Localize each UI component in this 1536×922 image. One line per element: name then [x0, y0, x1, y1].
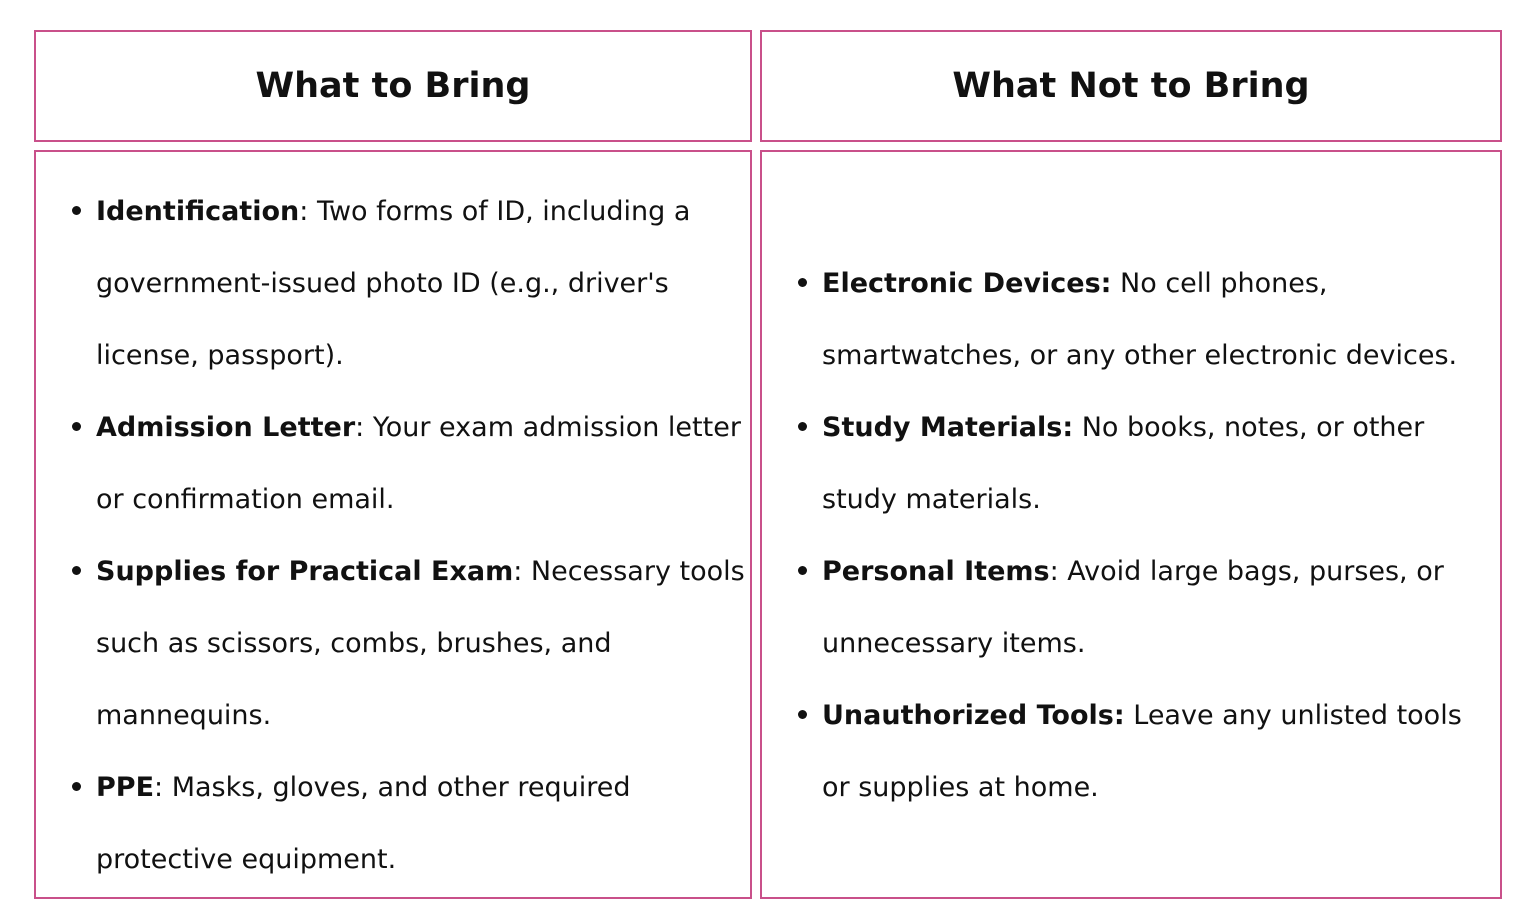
- list-item: [96, 536, 746, 752]
- item-term: Electronic Devices:: [822, 268, 1112, 299]
- list-item: [96, 392, 746, 536]
- bullet-icon: [798, 278, 807, 287]
- what-not-to-bring-list: [822, 248, 1494, 824]
- item-term: PPE: [96, 772, 155, 803]
- what-not-to-bring-header: [760, 30, 1502, 142]
- bullet-icon: [72, 566, 81, 575]
- item-separator: :: [299, 196, 317, 227]
- item-text: No books, notes, or other study materials.: [822, 412, 1425, 515]
- bullet-icon: [72, 206, 81, 215]
- list-item: [96, 176, 746, 392]
- item-text: Avoid large bags, purses, or unnecessary items.: [822, 556, 1444, 659]
- list-item: [822, 680, 1494, 824]
- what-to-bring-list: [96, 176, 746, 896]
- item-separator: :: [513, 556, 531, 587]
- item-text: Your exam admission letter or confirmation email.: [96, 412, 741, 515]
- item-term: Personal Items: [822, 556, 1050, 587]
- item-text: Necessary tools such as scissors, combs, brushes, and mannequins.: [96, 556, 745, 731]
- item-term: Supplies for Practical Exam: [96, 556, 514, 587]
- what-not-to-bring-title: What Not to Bring: [952, 66, 1310, 106]
- item-separator: :: [355, 412, 373, 443]
- what-to-bring-panel: [34, 150, 752, 899]
- bullet-icon: [798, 566, 807, 575]
- what-not-to-bring-panel: [760, 150, 1502, 899]
- item-separator: [1111, 268, 1120, 299]
- bullet-icon: [72, 422, 81, 431]
- item-term: Study Materials:: [822, 412, 1074, 443]
- list-item: [96, 752, 746, 896]
- item-separator: :: [154, 772, 172, 803]
- list-item: [822, 392, 1494, 536]
- item-text: Leave any unlisted tools or supplies at home.: [822, 700, 1462, 803]
- item-term: Unauthorized Tools:: [822, 700, 1125, 731]
- item-separator: :: [1049, 556, 1068, 587]
- item-term: Identification: [96, 196, 300, 227]
- what-to-bring-title: What to Bring: [255, 66, 531, 106]
- bullet-icon: [798, 710, 807, 719]
- list-item: [822, 248, 1494, 392]
- list-item: [822, 536, 1494, 680]
- bullet-icon: [798, 422, 807, 431]
- item-separator: [1073, 412, 1082, 443]
- item-text: Two forms of ID, including a government-issued photo ID (e.g., driver's license, passport).: [96, 196, 691, 371]
- item-separator: [1125, 700, 1134, 731]
- what-to-bring-header: [34, 30, 752, 142]
- item-text: No cell phones, smartwatches, or any other electronic devices.: [822, 268, 1458, 371]
- item-term: Admission Letter: [96, 412, 356, 443]
- bullet-icon: [72, 782, 81, 791]
- item-text: Masks, gloves, and other required protective equipment.: [96, 772, 631, 875]
